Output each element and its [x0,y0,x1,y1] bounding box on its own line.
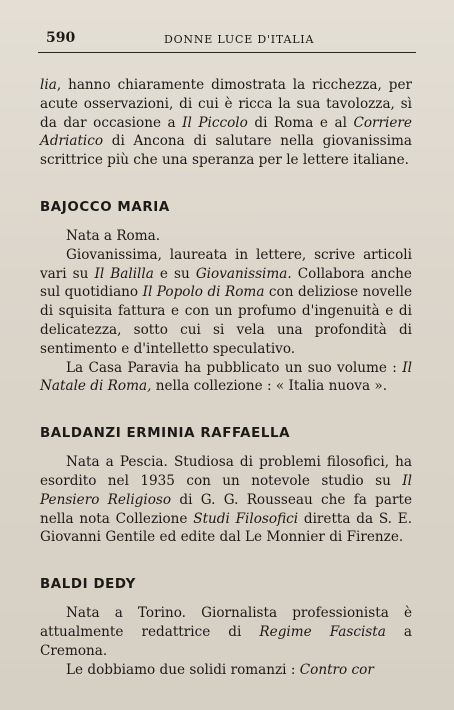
italic-text: lia [40,77,57,93]
text-run: con deliziose novelle di squisita fattura e con un profumo d'ingenuità e di delicatezza, sotto cui si vela una profondità di sentimento e d'intelletto speculativo. [40,284,413,357]
entry-paragraph [40,604,412,660]
page-number: 590 [46,30,76,46]
text-run: Nata a Roma. [66,227,161,244]
italic-text: Regime Fascista [259,623,386,640]
text-run: Le dobbiamo due solidi romanzi : [66,661,300,678]
entry-heading: BALDI DEDY [40,577,136,593]
header-rule [38,52,416,53]
entry-heading: BAJOCCO MARIA [40,199,170,215]
entry-paragraph [40,453,412,547]
text-run: , hanno chiaramente dimostrata la ricchezza, per acute osservazioni, di cui è ricca la sua tavolozza, sì da dar occasione a [40,77,412,131]
entry-baldi [40,577,412,679]
italic-text: Il Pensiero Religioso [40,472,412,508]
entry-paragraph [40,359,412,397]
text-run: Giovanissima, laureata in lettere, scrive articoli vari su [40,246,412,282]
italic-text: Il Natale di Roma, [40,359,412,395]
text-run: a Cremona. [40,623,412,659]
italic-text: Studi Filosofici [193,510,299,527]
page-header [38,30,416,52]
entry-baldanzi [40,426,412,547]
text-run: diretta da S. E. Giovanni Gentile ed edite dal Le Monnier di Firenze. [40,510,413,546]
italic-text: Giovanissima. [195,265,292,282]
text-run: nella collezione : « Italia nuova ». [151,378,388,395]
text-run: La Casa Paravia ha pubblicato un suo volume : [66,359,403,376]
intro-paragraph [40,76,412,170]
entry-paragraph [40,661,412,680]
entry-paragraph [40,246,412,359]
italic-text: Corriere Adriatico [40,114,412,150]
entry-heading: BALDANZI ERMINIA RAFFAELLA [40,426,291,442]
text-run: di Ancona di salutare nella giovanissima scrittrice più che una speranza per le lettere italiane. [40,133,412,169]
text-run: Nata a Pescia. Studiosa di problemi filosofici, ha esordito nel 1935 con un notevole studio su [40,454,412,489]
running-title: DONNE LUCE D'ITALIA [164,33,315,46]
text-run: di Roma e al [247,114,354,131]
text-run: Collabora anche sul quotidiano [40,265,412,301]
italic-text: Il Popolo di Roma [142,284,265,301]
text-run: di G. G. Rousseau che fa parte nella nota Collezione [40,491,412,527]
text-run: Nata a Torino. Giornalista professionista è attualmente redattrice di [40,605,412,640]
text-run: e su [153,265,196,282]
page-body [40,76,412,679]
italic-text: Il Balilla [94,265,154,282]
entry-bajocco [40,200,412,396]
italic-text: Il Piccolo [182,114,248,131]
entry-paragraph [40,227,412,246]
italic-text: Contro cor [299,661,374,678]
